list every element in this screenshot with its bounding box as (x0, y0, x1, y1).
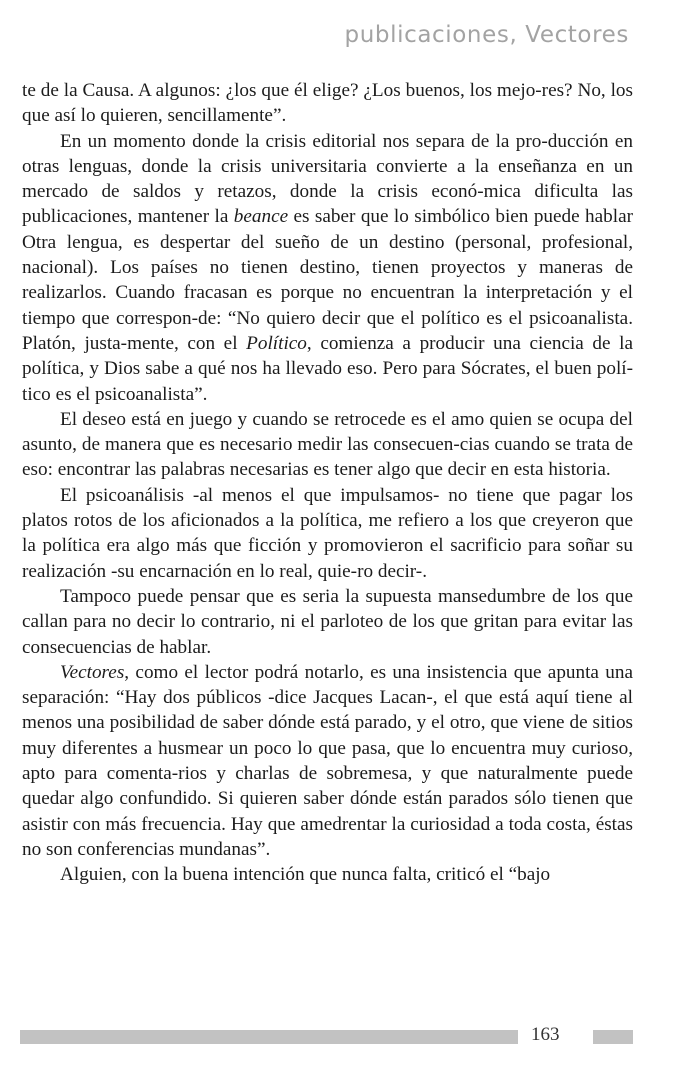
text-run: te de la Causa. A algunos: ¿los que él elige? ¿Los buenos, los mejo-res? No, los que así lo quieren, sencillamente”. (22, 80, 633, 127)
text-run: El psicoanálisis -al menos el que impulsamos- no tiene que pagar los platos rotos de los aficionados a la política, me refiero a los que creyeron que la política era algo más que ficción y promovieron el sacrificio para soñar su realización -su encarnación en lo real, quie-ro decir-. (22, 484, 633, 582)
body-text (22, 78, 633, 888)
italic-text: Vectores (60, 661, 125, 683)
italic-text: beance (233, 206, 289, 228)
text-run: Tampoco puede pensar que es seria la supuesta mansedumbre de los que callan para no decir lo contrario, ni el parloteo de los que gritan para evitar las consecuencias de hablar. (22, 585, 633, 658)
page-number: 163 (531, 1024, 560, 1045)
paragraph (22, 584, 633, 660)
italic-text: Político (246, 332, 307, 354)
text-run: , como el lector podrá notarlo, es una insistencia que apunta una separación: “Hay dos públicos -dice Jacques Lacan-, el que está aquí tiene al menos una posibilidad de saber dónde está parado, y el otro, que viene de sitios muy diferentes a husmear un poco lo que pasa, que lo encuentra muy curioso, apto para comenta-rios y charlas de sobremesa, y que naturalmente puede quedar algo confundido. Si quieren saber dónde están parados sólo tienen que asistir con más frecuencia. Hay que amedrentar la curiosidad a toda costa, éstas no son conferencias mundanas”. (22, 661, 633, 860)
text-run: Alguien, con la buena intención que nunca falta, criticó el “bajo (60, 864, 551, 886)
paragraph (22, 660, 633, 862)
text-run: El deseo está en juego y cuando se retrocede es el amo quien se ocupa del asunto, de manera que es necesario medir las consecuen-cias cuando se trata de eso: encontrar las palabras necesarias es tener algo que decir en esta historia. (22, 408, 633, 481)
paragraph (22, 78, 633, 129)
running-header: publicaciones, Vectores (344, 22, 629, 48)
paragraph (22, 483, 633, 584)
paragraph (22, 407, 633, 483)
footer-rule-right (593, 1030, 633, 1044)
paragraph (22, 129, 633, 407)
text-run: En un momento donde la crisis editorial nos separa de la pro-ducción en otras lenguas, donde la crisis universitaria convierte a la enseñanza en un mercado de saldos y retazos, donde la crisis econó-mica dificulta las publicaciones, mantener la (22, 130, 633, 228)
footer-rule-left (20, 1030, 518, 1044)
text-run: es saber que lo simbólico bien puede hablar Otra lengua, es despertar del sueño de un destino (personal, profesional, nacional). Los países no tienen destino, tienen proyectos y maneras de realizarlos. Cuando fracasan es porque no encuentran la interpretación y el tiempo que correspon-de: “No quiero decir que el político es el psicoanalista. Platón, justa-mente, con el (22, 206, 633, 354)
text-run: , comienza a producir una ciencia de la política, y Dios sabe a qué nos ha llevado eso. Pero para Sócrates, el buen polí-tico es el psicoanalista”. (22, 332, 633, 405)
paragraph (22, 862, 633, 887)
